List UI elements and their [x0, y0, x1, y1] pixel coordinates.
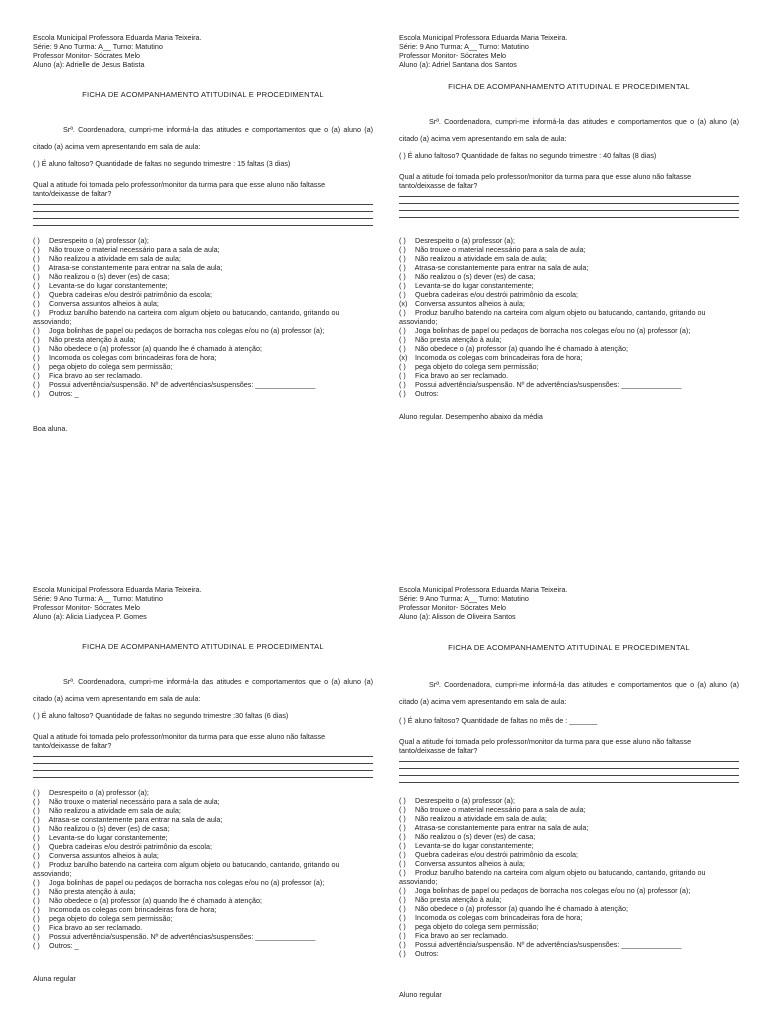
checklist-item[interactable]	[33, 842, 373, 851]
checkbox-mark[interactable]: ( )	[33, 851, 40, 860]
checkbox-mark[interactable]: ( )	[399, 805, 406, 814]
checkbox-mark[interactable]: ( )	[399, 832, 406, 841]
behavior-checklist	[399, 236, 739, 398]
checklist-item[interactable]	[399, 380, 739, 389]
checklist-item[interactable]	[33, 923, 373, 932]
serie-line: Série: 9 Ano Turma: A__ Turno: Matutino	[33, 42, 163, 51]
checklist-label: Não realizou o (s) dever (es) de casa;	[415, 272, 536, 281]
checkbox-mark[interactable]: ( )	[399, 326, 406, 335]
checklist-item[interactable]	[33, 245, 373, 254]
checkbox-mark[interactable]: ( )	[33, 326, 40, 335]
checklist-label: Levanta-se do lugar constantemente;	[415, 841, 534, 850]
checklist-item[interactable]	[399, 859, 739, 868]
checklist-item[interactable]	[399, 281, 739, 290]
checklist-item[interactable]	[399, 832, 739, 841]
checklist-item[interactable]	[399, 895, 739, 904]
checklist-item[interactable]	[399, 823, 739, 832]
checklist-item[interactable]	[33, 833, 373, 842]
student-name: Aluno (a): Alicia Liadycea P. Gomes	[33, 612, 147, 621]
checklist-label: Produz barulho batendo na carteira com algum objeto ou batucando, cantando, gritando ou assoviando;	[33, 308, 340, 326]
intro-text: Srª. Coordenadora, cumpri-me informá-la das atitudes e comportamentos que o (a) aluno (a) citado (a) acima vem apresentando em sala de aula:	[399, 117, 739, 143]
checklist-item[interactable]	[33, 362, 373, 371]
checklist-label: Fica bravo ao ser reclamado.	[415, 931, 509, 940]
checkbox-mark[interactable]: ( )	[33, 290, 40, 299]
checklist-item[interactable]	[33, 878, 373, 887]
checklist-item[interactable]	[33, 308, 373, 326]
checklist-item[interactable]	[399, 308, 739, 326]
checklist-item[interactable]	[33, 272, 373, 281]
checkbox-mark[interactable]: ( )	[399, 913, 406, 922]
professor-line: Professor Monitor- Sócrates Melo	[33, 51, 141, 60]
observation-text: Aluno regular. Desempenho abaixo da média	[399, 412, 543, 421]
checklist-item[interactable]	[399, 389, 739, 398]
checkbox-mark[interactable]: ( )	[399, 335, 406, 344]
question-text: Qual a atitude foi tomada pelo professor/monitor da turma para que esse aluno não faltasse tanto/deixasse de faltar?	[399, 737, 692, 755]
checklist-label: pega objeto do colega sem permissão;	[49, 914, 173, 923]
observation-text: Aluno regular	[399, 990, 442, 999]
checklist-item[interactable]	[33, 263, 373, 272]
checklist-item[interactable]	[33, 344, 373, 353]
checklist-item[interactable]	[33, 281, 373, 290]
answer-lines	[399, 755, 739, 783]
checklist-label: Desrespeito o (a) professor (a);	[415, 796, 515, 805]
checklist-label: Atrasa-se constantemente para entrar na sala de aula;	[48, 263, 223, 272]
checklist-item[interactable]	[399, 931, 739, 940]
checklist-item[interactable]	[33, 914, 373, 923]
checklist-item[interactable]	[33, 335, 373, 344]
checklist-label: Não trouxe o material necessário para a sala de aula;	[49, 245, 220, 254]
checkbox-mark[interactable]: ( )	[33, 860, 40, 869]
checkbox-mark[interactable]: ( )	[399, 308, 406, 317]
checkbox-mark[interactable]: ( )	[33, 842, 40, 851]
checklist-item[interactable]	[399, 254, 739, 263]
checkbox-mark[interactable]: ( )	[33, 389, 40, 398]
checklist-item[interactable]	[399, 272, 739, 281]
checklist-label: Fica bravo ao ser reclamado.	[415, 371, 509, 380]
intro-text: Srª. Coordenadora, cumpri-me informá-la das atitudes e comportamentos que o (a) aluno (a) citado (a) acima vem apresentando em sala de aula:	[33, 677, 373, 703]
intro-text: Srª. Coordenadora, cumpri-me informá-la das atitudes e comportamentos que o (a) aluno (a) citado (a) acima vem apresentando em sala de aula:	[399, 680, 739, 706]
checklist-item[interactable]	[33, 254, 373, 263]
checklist-label: Incomoda os colegas com brincadeiras fora de hora;	[415, 913, 583, 922]
question-text: Qual a atitude foi tomada pelo professor/monitor da turma para que esse aluno não faltasse tanto/deixasse de faltar?	[33, 180, 326, 198]
card-alicia	[33, 585, 373, 983]
checkbox-mark[interactable]: ( )	[399, 931, 406, 940]
checklist-item[interactable]	[399, 796, 739, 805]
checklist-item[interactable]	[399, 371, 739, 380]
checklist-item[interactable]	[399, 841, 739, 850]
checklist-item[interactable]	[33, 389, 373, 398]
absence-line: ( ) É aluno faltoso? Quantidade de faltas no segundo trimestre :30 faltas (6 dias)	[33, 711, 289, 720]
checkbox-mark[interactable]: ( )	[33, 941, 40, 950]
checklist-label: Quebra cadeiras e/ou destrói patrimônio da escola;	[415, 290, 579, 299]
answer-lines	[33, 198, 373, 226]
checklist-label: pega objeto do colega sem permissão;	[49, 362, 173, 371]
intro-text: Srª. Coordenadora, cumpri-me informá-la das atitudes e comportamentos que o (a) aluno (a) citado (a) acima vem apresentando em sala de aula:	[33, 125, 373, 151]
checklist-label: Não obedece o (a) professor (a) quando lhe é chamado à atenção;	[49, 896, 262, 905]
card-adrielle	[33, 33, 373, 433]
checklist-label: Conversa assuntos alheios à aula;	[49, 299, 159, 308]
form-title: FICHA DE ACOMPANHAMENTO ATITUDINAL E PROCEDIMENTAL	[448, 82, 690, 91]
checkbox-mark[interactable]: ( )	[33, 788, 40, 797]
card-alisson	[399, 585, 739, 999]
student-name: Aluno (a): Alisson de Oliveira Santos	[399, 612, 516, 621]
checklist-item[interactable]	[399, 940, 739, 949]
card-header	[33, 585, 373, 621]
checklist-item[interactable]	[33, 788, 373, 797]
checklist-label: Quebra cadeiras e/ou destrói patrimônio da escola;	[49, 290, 213, 299]
checklist-item[interactable]	[399, 868, 739, 886]
checklist-label: Não trouxe o material necessário para a sala de aula;	[415, 805, 586, 814]
checkbox-mark[interactable]: ( )	[33, 353, 40, 362]
checklist-label: Não trouxe o material necessário para a sala de aula;	[49, 797, 220, 806]
checklist-item[interactable]	[399, 814, 739, 823]
checkbox-mark[interactable]: ( )	[399, 254, 406, 263]
checklist-label: Não obedece o (a) professor (a) quando lhe é chamado à atenção;	[49, 344, 262, 353]
checklist-label: Outros:	[415, 949, 439, 958]
checklist-label: Não realizou a atividade em sala de aula;	[49, 806, 181, 815]
checklist-label: Produz barulho batendo na carteira com algum objeto ou batucando, cantando, gritando ou assoviando;	[33, 860, 340, 878]
question-text: Qual a atitude foi tomada pelo professor/monitor da turma para que esse aluno não faltasse tanto/deixasse de faltar?	[399, 172, 692, 190]
checklist-label: Joga bolinhas de papel ou pedaços de borracha nos colegas e/ou no (a) professor (a);	[49, 326, 325, 335]
checklist-item[interactable]	[399, 922, 739, 931]
card-adriel	[399, 33, 739, 421]
checkbox-mark[interactable]: ( )	[33, 236, 40, 245]
checklist-item[interactable]	[33, 905, 373, 914]
checkbox-mark[interactable]: ( )	[33, 797, 40, 806]
checklist-label: Outros: _	[49, 389, 79, 398]
checklist-item[interactable]	[399, 290, 739, 299]
checkbox-mark[interactable]: ( )	[33, 254, 40, 263]
checkbox-mark[interactable]: ( )	[33, 878, 40, 887]
serie-line: Série: 9 Ano Turma: A__ Turno: Matutino	[399, 594, 529, 603]
checkbox-mark[interactable]: ( )	[399, 290, 406, 299]
checklist-item[interactable]	[33, 824, 373, 833]
checklist-label: Conversa assuntos alheios à aula;	[49, 851, 159, 860]
checkbox-mark[interactable]: ( )	[33, 371, 40, 380]
form-title: FICHA DE ACOMPANHAMENTO ATITUDINAL E PROCEDIMENTAL	[82, 90, 324, 99]
checkbox-mark[interactable]: ( )	[399, 245, 406, 254]
checkbox-mark[interactable]: ( )	[33, 815, 40, 824]
checkbox-mark[interactable]: ( )	[399, 841, 406, 850]
checklist-label: Não presta atenção à aula;	[415, 335, 502, 344]
school-name: Escola Municipal Professora Eduarda Maria Teixeira.	[33, 585, 202, 594]
checklist-label: Possui advertência/suspensão. Nº de advertências/suspensões: _______________	[49, 932, 316, 941]
checklist-label: pega objeto do colega sem permissão;	[415, 362, 539, 371]
checkbox-mark[interactable]: ( )	[33, 824, 40, 833]
checklist-label: Não presta atenção à aula;	[415, 895, 502, 904]
checklist-label: Não realizou o (s) dever (es) de casa;	[49, 272, 170, 281]
checklist-item[interactable]	[33, 326, 373, 335]
absence-line: ( ) É aluno faltoso? Quantidade de faltas no segundo trimestre : 15 faltas (3 dias)	[33, 159, 291, 168]
checklist-label: Conversa assuntos alheios à aula;	[415, 859, 525, 868]
checklist-item[interactable]	[399, 344, 739, 353]
checklist-label: Outros: _	[49, 941, 79, 950]
checklist-item[interactable]	[399, 335, 739, 344]
behavior-checklist	[33, 788, 373, 950]
serie-line: Série: 9 Ano Turma: A__ Turno: Matutino	[399, 42, 529, 51]
professor-line: Professor Monitor- Sócrates Melo	[399, 603, 507, 612]
school-name: Escola Municipal Professora Eduarda Maria Teixeira.	[399, 585, 568, 594]
student-name: Aluno (a): Adrielle de Jesus Batista	[33, 60, 145, 69]
behavior-checklist	[399, 796, 739, 958]
checkbox-mark[interactable]: ( )	[33, 272, 40, 281]
form-title: FICHA DE ACOMPANHAMENTO ATITUDINAL E PROCEDIMENTAL	[448, 643, 690, 652]
checklist-label: Produz barulho batendo na carteira com algum objeto ou batucando, cantando, gritando ou assoviando;	[399, 308, 706, 326]
checkbox-mark[interactable]: ( )	[399, 380, 406, 389]
checklist-item[interactable]	[399, 805, 739, 814]
checkbox-mark[interactable]: ( )	[33, 923, 40, 932]
checklist-item[interactable]	[399, 904, 739, 913]
checkbox-mark[interactable]: ( )	[399, 886, 406, 895]
checkbox-mark[interactable]: (x)	[399, 353, 408, 362]
checkbox-mark[interactable]: ( )	[399, 272, 406, 281]
checkbox-mark[interactable]: ( )	[399, 281, 406, 290]
checklist-item[interactable]	[399, 353, 739, 362]
checklist-item[interactable]	[33, 380, 373, 389]
checkbox-mark[interactable]: ( )	[33, 344, 40, 353]
checklist-item[interactable]	[33, 887, 373, 896]
checklist-label: Possui advertência/suspensão. Nº de advertências/suspensões: _______________	[415, 940, 682, 949]
checklist-label: Quebra cadeiras e/ou destrói patrimônio da escola;	[415, 850, 579, 859]
checkbox-mark[interactable]: ( )	[33, 245, 40, 254]
checklist-label: Outros:	[415, 389, 439, 398]
checklist-label: Incomoda os colegas com brincadeiras fora de hora;	[415, 353, 583, 362]
checkbox-mark[interactable]: ( )	[33, 380, 40, 389]
checklist-label: Desrespeito o (a) professor (a);	[415, 236, 515, 245]
checkbox-mark[interactable]: ( )	[33, 299, 40, 308]
school-name: Escola Municipal Professora Eduarda Maria Teixeira.	[33, 33, 202, 42]
checklist-label: Desrespeito o (a) professor (a);	[49, 236, 149, 245]
checklist-item[interactable]	[399, 949, 739, 958]
behavior-checklist	[33, 236, 373, 398]
checkbox-mark[interactable]: ( )	[399, 922, 406, 931]
checkbox-mark[interactable]: ( )	[399, 868, 406, 877]
checklist-label: Produz barulho batendo na carteira com algum objeto ou batucando, cantando, gritando ou assoviando;	[399, 868, 706, 886]
checkbox-mark[interactable]: ( )	[33, 887, 40, 896]
checklist-item[interactable]	[33, 932, 373, 941]
observation-text: Boa aluna.	[33, 424, 68, 433]
checklist-item[interactable]	[399, 263, 739, 272]
checkbox-mark[interactable]: ( )	[399, 940, 406, 949]
professor-line: Professor Monitor- Sócrates Melo	[33, 603, 141, 612]
checklist-label: Joga bolinhas de papel ou pedaços de borracha nos colegas e/ou no (a) professor (a);	[49, 878, 325, 887]
school-name: Escola Municipal Professora Eduarda Maria Teixeira.	[399, 33, 568, 42]
checklist-label: Possui advertência/suspensão. Nº de advertências/suspensões: _______________	[49, 380, 316, 389]
checklist-item[interactable]	[399, 886, 739, 895]
checklist-label: Levanta-se do lugar constantemente;	[49, 281, 168, 290]
observation-text: Aluna regular	[33, 974, 76, 983]
checkbox-mark[interactable]: ( )	[33, 281, 40, 290]
checkbox-mark[interactable]: ( )	[399, 949, 406, 958]
answer-lines	[33, 750, 373, 778]
checklist-label: Atrasa-se constantemente para entrar na sala de aula;	[414, 823, 589, 832]
checkbox-mark[interactable]: ( )	[399, 904, 406, 913]
absence-line: ( ) É aluno faltoso? Quantidade de faltas no mês de : _______	[399, 716, 598, 725]
checkbox-mark[interactable]: ( )	[399, 263, 406, 272]
checklist-item[interactable]	[33, 299, 373, 308]
checkbox-mark[interactable]: ( )	[33, 335, 40, 344]
checkbox-mark[interactable]: ( )	[33, 806, 40, 815]
checkbox-mark[interactable]: ( )	[399, 895, 406, 904]
checklist-label: Levanta-se do lugar constantemente;	[49, 833, 168, 842]
checklist-item[interactable]	[33, 896, 373, 905]
checklist-item[interactable]	[33, 815, 373, 824]
checkbox-mark[interactable]: ( )	[33, 833, 40, 842]
checklist-label: Desrespeito o (a) professor (a);	[49, 788, 149, 797]
checklist-label: Incomoda os colegas com brincadeiras fora de hora;	[49, 353, 217, 362]
checkbox-mark[interactable]: ( )	[33, 905, 40, 914]
answer-lines	[399, 190, 739, 218]
checklist-label: Fica bravo ao ser reclamado.	[49, 923, 143, 932]
absence-line: ( ) É aluno faltoso? Quantidade de faltas no segundo trimestre : 40 faltas (8 dias)	[399, 151, 657, 160]
checkbox-mark[interactable]: ( )	[399, 850, 406, 859]
checkbox-mark[interactable]: ( )	[399, 236, 406, 245]
checkbox-mark[interactable]: ( )	[399, 389, 406, 398]
checklist-item[interactable]	[33, 290, 373, 299]
checklist-label: pega objeto do colega sem permissão;	[415, 922, 539, 931]
checklist-item[interactable]	[33, 371, 373, 380]
checklist-item[interactable]	[399, 236, 739, 245]
checklist-label: Joga bolinhas de papel ou pedaços de borracha nos colegas e/ou no (a) professor (a);	[415, 326, 691, 335]
checkbox-mark[interactable]: ( )	[399, 371, 406, 380]
checkbox-mark[interactable]: ( )	[399, 344, 406, 353]
checklist-item[interactable]	[399, 850, 739, 859]
serie-line: Série: 9 Ano Turma: A__ Turno: Matutino	[33, 594, 163, 603]
checkbox-mark[interactable]: ( )	[33, 896, 40, 905]
checklist-label: Levanta-se do lugar constantemente;	[415, 281, 534, 290]
checkbox-mark[interactable]: ( )	[399, 362, 406, 371]
checklist-item[interactable]	[33, 353, 373, 362]
professor-line: Professor Monitor- Sócrates Melo	[399, 51, 507, 60]
checkbox-mark[interactable]: ( )	[33, 932, 40, 941]
checklist-label: Joga bolinhas de papel ou pedaços de borracha nos colegas e/ou no (a) professor (a);	[415, 886, 691, 895]
card-header	[33, 33, 373, 69]
checklist-item[interactable]	[399, 245, 739, 254]
form-title: FICHA DE ACOMPANHAMENTO ATITUDINAL E PROCEDIMENTAL	[82, 642, 324, 651]
checklist-label: Não realizou o (s) dever (es) de casa;	[415, 832, 536, 841]
student-name: Aluno (a): Adriel Santana dos Santos	[399, 60, 517, 69]
checklist-item[interactable]	[399, 299, 739, 308]
checklist-label: Não presta atenção à aula;	[49, 887, 136, 896]
checklist-item[interactable]	[33, 806, 373, 815]
checklist-label: Não obedece o (a) professor (a) quando lhe é chamado à atenção;	[415, 904, 628, 913]
checklist-item[interactable]	[33, 860, 373, 878]
checkbox-mark[interactable]: ( )	[33, 914, 40, 923]
checklist-item[interactable]	[33, 797, 373, 806]
checklist-label: Atrasa-se constantemente para entrar na sala de aula;	[48, 815, 223, 824]
checklist-label: Não realizou a atividade em sala de aula;	[415, 254, 547, 263]
card-header	[399, 585, 739, 621]
checklist-label: Possui advertência/suspensão. Nº de advertências/suspensões: _______________	[415, 380, 682, 389]
checklist-label: Não obedece o (a) professor (a) quando lhe é chamado à atenção;	[415, 344, 628, 353]
checklist-label: Não realizou a atividade em sala de aula;	[415, 814, 547, 823]
checklist-label: Quebra cadeiras e/ou destrói patrimônio da escola;	[49, 842, 213, 851]
checklist-label: Conversa assuntos alheios à aula;	[415, 299, 525, 308]
checklist-label: Não realizou o (s) dever (es) de casa;	[49, 824, 170, 833]
checkbox-mark[interactable]: ( )	[399, 796, 406, 805]
checkbox-mark[interactable]: (x)	[399, 299, 408, 308]
checkbox-mark[interactable]: ( )	[399, 814, 406, 823]
checklist-label: Não realizou a atividade em sala de aula;	[49, 254, 181, 263]
checklist-label: Não trouxe o material necessário para a sala de aula;	[415, 245, 586, 254]
checkbox-mark[interactable]: ( )	[399, 859, 406, 868]
checkbox-mark[interactable]: ( )	[399, 823, 406, 832]
checklist-item[interactable]	[399, 326, 739, 335]
checklist-label: Incomoda os colegas com brincadeiras fora de hora;	[49, 905, 217, 914]
card-header	[399, 33, 739, 69]
question-text: Qual a atitude foi tomada pelo professor/monitor da turma para que esse aluno não faltasse tanto/deixasse de faltar?	[33, 732, 326, 750]
checklist-item[interactable]	[399, 362, 739, 371]
checklist-item[interactable]	[33, 236, 373, 245]
checklist-item[interactable]	[33, 851, 373, 860]
checkbox-mark[interactable]: ( )	[33, 263, 40, 272]
checklist-label: Atrasa-se constantemente para entrar na sala de aula;	[414, 263, 589, 272]
checklist-label: Não presta atenção à aula;	[49, 335, 136, 344]
checkbox-mark[interactable]: ( )	[33, 308, 40, 317]
checkbox-mark[interactable]: ( )	[33, 362, 40, 371]
checklist-label: Fica bravo ao ser reclamado.	[49, 371, 143, 380]
checklist-item[interactable]	[399, 913, 739, 922]
checklist-item[interactable]	[33, 941, 373, 950]
